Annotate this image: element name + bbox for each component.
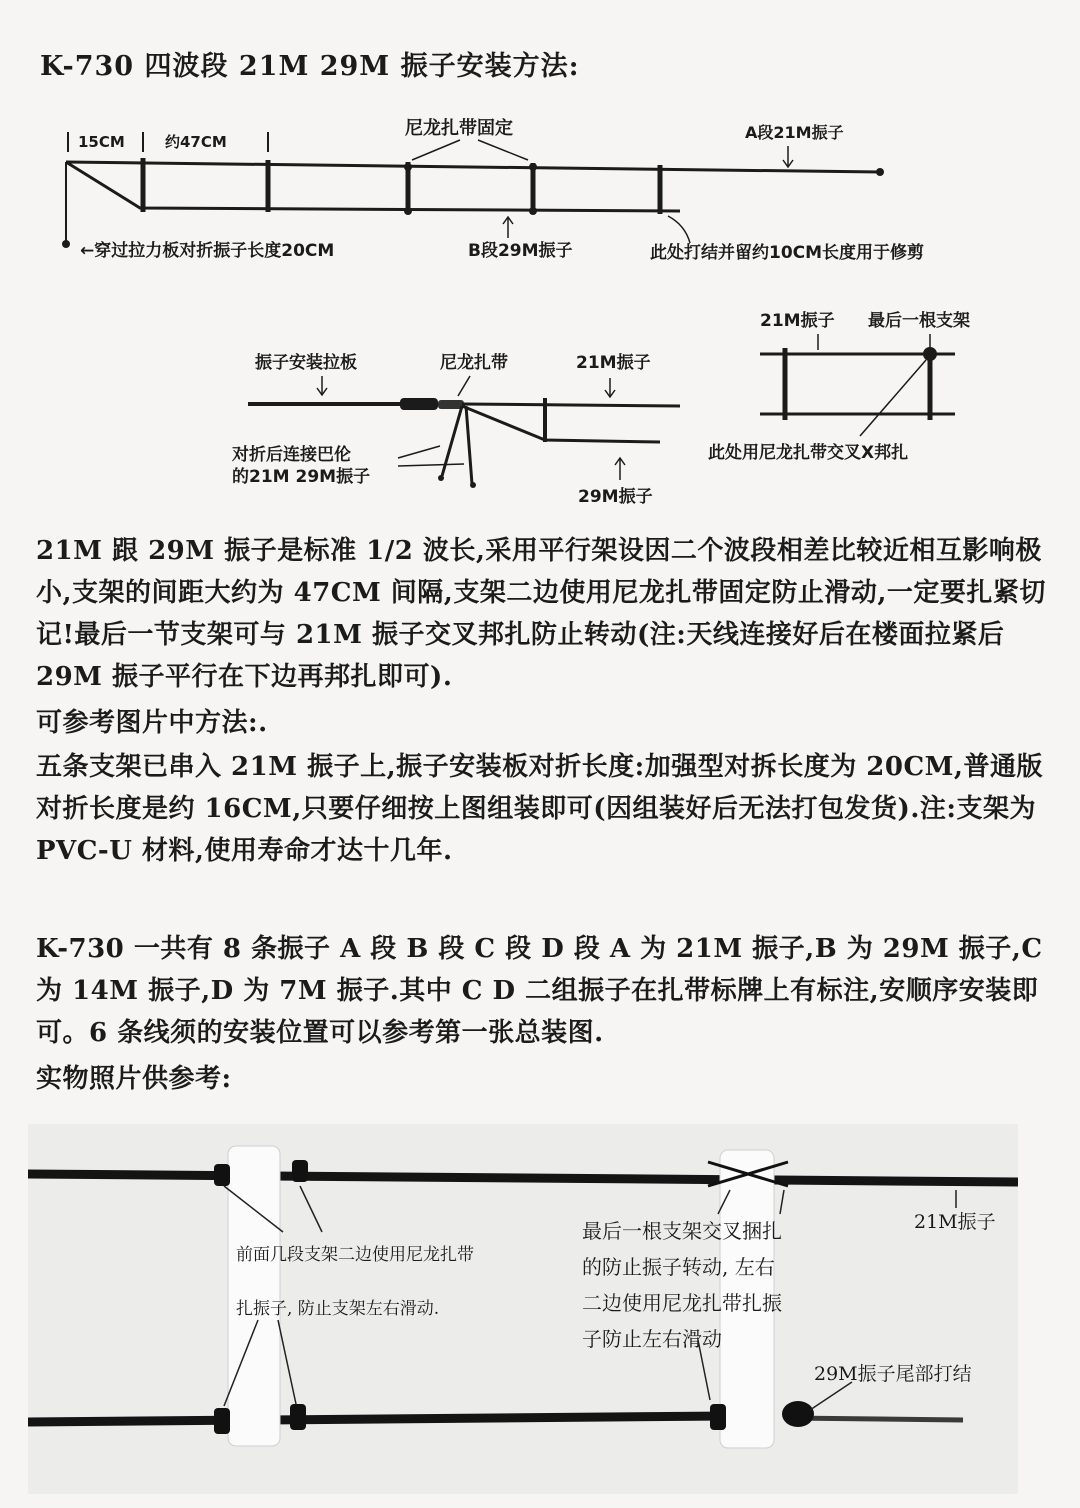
reference-photo: [28, 1124, 1018, 1494]
photo-note-last-line2: 的防止振子转动, 左右: [582, 1255, 775, 1279]
paragraph-3-text: 五条支架已串入 21M 振子上,振子安装板对折长度:加强型对拆长度为 20CM,普通版对折长度是约 16CM,只要仔细按上图组装即可(因组装好后无法打包发货).注:支架为 PVC-U 材料,使用寿命才达十几年.: [36, 752, 1043, 866]
photo-note-front-line2: 扎振子, 防止支架左右滑动.: [236, 1299, 440, 1319]
paragraph-5-text: 实物照片供参考:: [36, 1064, 232, 1094]
instruction-paragraph-1: [36, 530, 1046, 698]
instruction-paragraph-2: [36, 702, 1046, 744]
paragraph-1-text: 21M 跟 29M 振子是标准 1/2 波长,采用平行架设因二个波段相差比较近相互影响极小,支架的间距大约为 47CM 间隔,支架二边使用尼龙扎带固定防止滑动,一定要扎紧切记!最后一节支架可与 21M 振子交叉邦扎防止转动(注:天线连接好后在楼面拉紧后 29M 振子平行在下边再邦扎即可).: [36, 536, 1046, 692]
knot-note: 此处打结并留约10CM长度用于修剪: [650, 243, 925, 263]
b29-label-mid: 29M振子: [578, 487, 653, 507]
photo-note-last-line4: 子防止左右滑动: [582, 1327, 722, 1351]
last-support-label: 最后一根支架: [868, 311, 970, 331]
photo-note-last-line1: 最后一根支架交叉捆扎: [582, 1219, 782, 1243]
photo-label-21m: 21M振子: [914, 1211, 996, 1233]
cross-tie-note: 此处用尼龙扎带交叉X邦扎: [708, 443, 909, 463]
reference-photo-illustration: [28, 1124, 1018, 1494]
dim-47cm-label: 约47CM: [165, 133, 227, 151]
instruction-paragraph-5: [36, 1058, 1046, 1100]
dim-15cm-label: 15CM: [78, 133, 125, 151]
a-segment-label: A段21M振子: [745, 123, 844, 142]
photo-note-front-line1: 前面几段支架二边使用尼龙扎带: [236, 1245, 474, 1265]
plate-label: 振子安装拉板: [255, 353, 357, 373]
balun-note-line2: 的21M 29M振子: [232, 467, 371, 487]
balun-connection-diagram: [232, 352, 680, 507]
a-segment-wire: [66, 162, 880, 172]
photo-label-29m-knot: 29M振子尾部打结: [814, 1363, 972, 1385]
a21-label-right: 21M振子: [760, 311, 835, 331]
balun-note-line1: 对折后连接巴伦: [232, 445, 351, 465]
instruction-paragraph-4: [36, 928, 1046, 1054]
nylon-tie-label: 尼龙扎带固定: [405, 118, 513, 139]
tie-label: 尼龙扎带: [440, 353, 508, 373]
a21-label-mid: 21M振子: [576, 353, 651, 373]
assembly-diagram-top: [0, 0, 1080, 520]
fold-length-note: ←穿过拉力板对折振子长度20CM: [80, 241, 335, 261]
b-segment-label: B段29M振子: [468, 241, 573, 261]
photo-note-last-line3: 二边使用尼龙扎带扎振: [582, 1291, 782, 1315]
paragraph-2-text: 可参考图片中方法:.: [36, 708, 268, 738]
page-title: K-730 四波段 21M 29M 振子安装方法:: [40, 51, 580, 82]
instruction-paragraph-3: [36, 746, 1046, 872]
last-support-diagram: [708, 310, 970, 463]
paragraph-4-text: K-730 一共有 8 条振子 A 段 B 段 C 段 D 段 A 为 21M 振子,B 为 29M 振子,C 为 14M 振子,D 为 7M 振子.其中 C D 二组振子在扎带标牌上有标注,安顺序安装即可。6 条线须的安装位置可以参考第一张总装图.: [36, 934, 1043, 1048]
